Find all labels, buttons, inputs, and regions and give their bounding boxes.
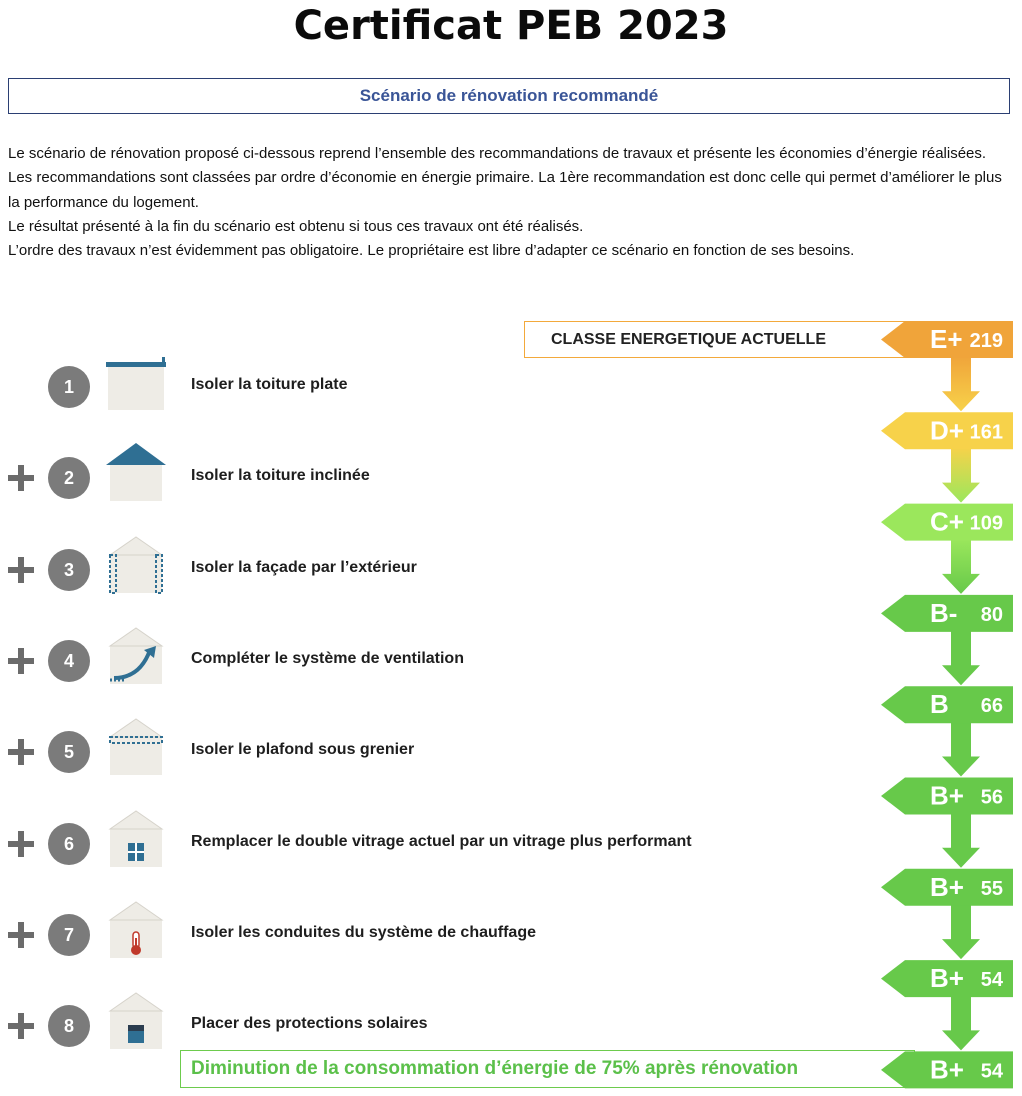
rating-class: C+ [930,506,964,537]
rating-class: B- [930,597,958,628]
plus-icon [8,739,34,765]
rating-arrow [942,813,980,868]
current-class-label: CLASSE ENERGETIQUE ACTUELLE [551,331,826,348]
step-number-badge: 6 [48,823,90,865]
step-label: Isoler la façade par l’extérieur [191,558,417,576]
intro-paragraph-2: Les recommandations sont classées par ordre d’économie en énergie primaire. La 1ère recommandation est donc celle qui permet d’améliorer le plus la performance du logement. [8,169,1002,211]
step-label: Remplacer le double vitrage actuel par un vitrage plus performant [191,832,692,850]
rating-arrow [942,721,980,776]
section-title: Scénario de rénovation recommandé [359,86,659,105]
rating-badge [881,960,1013,997]
rating-value: 161 [969,421,1003,444]
step-number-badge: 7 [48,914,90,956]
rating-arrow [942,630,980,685]
rating-value: 54 [980,1060,1003,1083]
page-title: Certificat PEB 2023 [293,3,729,49]
rating-arrow [942,539,980,594]
recommendation-step-8 [0,999,880,1059]
ventilation-icon [106,624,166,686]
recommendation-step-2 [0,451,880,511]
rating-class: B+ [930,780,964,811]
rating-class: D+ [930,415,964,446]
rating-class: B [930,689,949,720]
rating-arrow [942,356,980,411]
rating-badge [881,595,1013,632]
attic-ceiling-icon [106,715,166,777]
plus-icon [8,831,34,857]
step-label: Placer des protections solaires [191,1015,428,1033]
plus-icon [8,922,34,948]
recommendation-step-6 [0,817,880,877]
step-number-badge: 8 [48,1005,90,1047]
recommendation-step-7 [0,908,880,968]
intro-paragraph-1: Le scénario de rénovation proposé ci-dessous reprend l’ensemble des recommandations de travaux et présente les économies d’énergie réalisées. [8,145,987,162]
plus-icon [8,465,34,491]
plus-icon [8,557,34,583]
rating-value: 109 [969,512,1003,535]
rating-value: 66 [980,695,1003,718]
intro-paragraph-3: Le résultat présenté à la fin du scénario est obtenu si tous ces travaux ont été réalisés. [8,217,584,235]
recommendation-step-3 [0,543,880,603]
rating-value: 80 [980,603,1003,626]
step-label: Isoler le plafond sous grenier [191,741,415,759]
rating-value: 54 [980,969,1003,992]
step-label: Isoler la toiture plate [191,376,348,393]
recommendation-step-4 [0,634,880,694]
final-result-label: Diminution de la consommation d’énergie de 75% après rénovation [191,1058,799,1079]
recommendation-step-1 [0,360,880,420]
plus-icon [8,1013,34,1039]
rating-class: E+ [930,324,963,354]
rating-value: 219 [969,330,1003,352]
rating-class: B+ [930,963,964,994]
rating-class: B+ [930,1054,964,1085]
rating-arrow [942,904,980,959]
recommendation-step-5 [0,725,880,785]
step-number-badge: 2 [48,457,90,499]
step-label: Isoler les conduites du système de chauffage [191,923,536,941]
rating-badge [881,778,1013,815]
step-number-badge: 5 [48,731,90,773]
window-icon [106,807,166,869]
pitched-roof-icon [106,441,166,503]
step-number-badge: 4 [48,640,90,682]
rating-value: 55 [980,877,1003,900]
flat-roof-icon [106,350,166,412]
rating-arrow [942,995,980,1050]
rating-badge [881,412,1013,449]
intro-paragraph-4: L’ordre des travaux n’est évidemment pas obligatoire. Le propriétaire est libre d’adapter ce scénario en fonction de ses besoins. [8,242,855,260]
heating-thermometer-icon [106,898,166,960]
rating-badge [881,504,1013,541]
sun-protection-icon [106,989,166,1051]
rating-value: 56 [980,786,1003,809]
step-label: Compléter le système de ventilation [191,649,464,667]
rating-badge [881,321,1013,358]
rating-arrow [942,447,980,502]
rating-badge [881,686,1013,723]
facade-insulation-icon [106,533,166,595]
step-number-badge: 1 [48,366,90,408]
plus-icon [8,648,34,674]
rating-badge [881,1051,1013,1088]
rating-badge [881,869,1013,906]
step-number-badge: 3 [48,549,90,591]
rating-class: B+ [930,871,964,902]
step-label: Isoler la toiture inclinée [191,467,370,485]
